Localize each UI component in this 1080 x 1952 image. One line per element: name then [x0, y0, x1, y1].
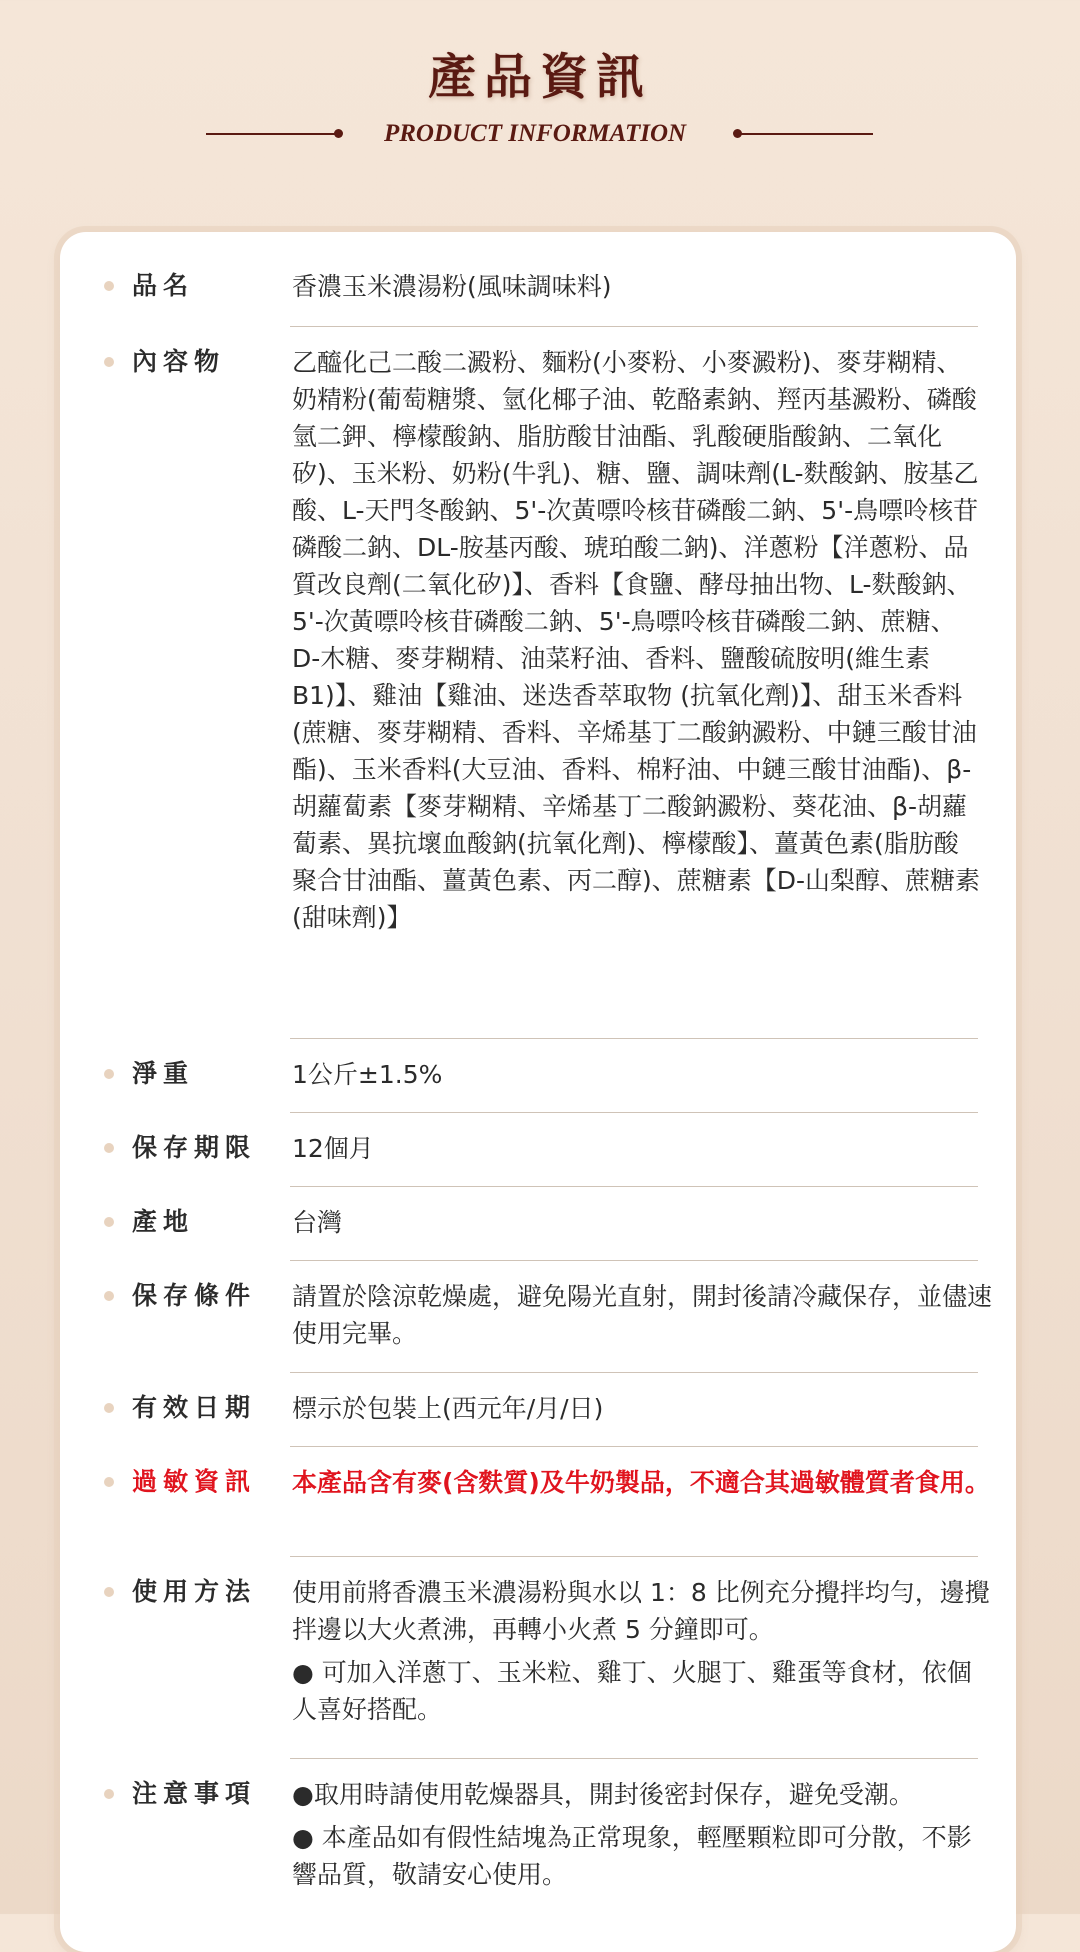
row-value-block — [292, 1574, 992, 1728]
row-label: 產地 — [132, 1207, 195, 1236]
row-label: 使用方法 — [132, 1577, 257, 1606]
row-label: 品名 — [132, 271, 195, 300]
usage-instructions: 使用前將香濃玉米濃湯粉與水以 1：8 比例充分攪拌均勻，邊攪拌邊以大火煮沸，再轉小火煮 5 分鐘即可。 — [292, 1578, 990, 1644]
decorative-dot-left — [334, 129, 343, 138]
decorative-line-right — [741, 133, 873, 135]
row-divider — [290, 1758, 978, 1759]
bullet-dot — [104, 1291, 114, 1301]
note-item: ● 本產品如有假性結塊為正常現象，輕壓顆粒即可分散，不影響品質，敬請安心使用。 — [292, 1823, 972, 1889]
bullet-dot — [104, 281, 114, 291]
row-label: 保存條件 — [132, 1281, 257, 1310]
page-header — [0, 0, 1080, 230]
row-value: 12個月 — [292, 1134, 374, 1163]
row-label: 過敏資訊 — [132, 1467, 257, 1496]
bullet-dot — [104, 357, 114, 367]
page-title: 產品資訊 — [427, 49, 652, 105]
page-subtitle: PRODUCT INFORMATION — [383, 120, 687, 147]
row-divider — [290, 1186, 978, 1187]
bullet-dot — [104, 1789, 114, 1799]
row-value: 本產品含有麥(含麩質)及牛奶製品，不適合其過敏體質者食用。 — [292, 1468, 990, 1497]
bullet-dot — [104, 1403, 114, 1413]
row-divider — [290, 1556, 978, 1557]
row-value: 台灣 — [292, 1208, 343, 1237]
row-label: 淨重 — [132, 1059, 195, 1088]
row-label: 保存期限 — [132, 1133, 257, 1162]
decorative-line-left — [206, 133, 336, 135]
row-divider — [290, 1372, 978, 1373]
bullet-dot — [104, 1143, 114, 1153]
bullet-dot — [104, 1069, 114, 1079]
bullet-dot — [104, 1217, 114, 1227]
row-value: 1公斤±1.5% — [292, 1060, 443, 1089]
row-label: 注意事項 — [132, 1779, 257, 1808]
row-divider — [290, 1112, 978, 1113]
bullet-dot — [104, 1587, 114, 1597]
row-divider — [290, 1446, 978, 1447]
subtitle-row — [0, 118, 1080, 150]
note-item: ●取用時請使用乾燥器具，開封後密封保存，避免受潮。 — [292, 1780, 914, 1809]
row-value: 請置於陰涼乾燥處，避免陽光直射，開封後請冷藏保存，並儘速使用完畢。 — [292, 1282, 993, 1348]
row-label: 內容物 — [132, 347, 226, 376]
bullet-dot — [104, 1477, 114, 1487]
row-divider — [290, 1038, 978, 1039]
row-value: 香濃玉米濃湯粉(風味調味料) — [292, 272, 612, 301]
row-value: 乙醯化己二酸二澱粉、麵粉(小麥粉、小麥澱粉)、麥芽糊精、奶精粉(葡萄糖漿、氫化椰子油、乾酪素鈉、羥丙基澱粉、磷酸氫二鉀、檸檬酸鈉、脂肪酸甘油酯、乳酸硬脂酸鈉、二氧化矽)、玉米粉、奶粉(牛乳)、糖、鹽、調味劑(L-麩酸鈉、胺基乙酸、L-天門冬酸鈉、5'-次黃嘌呤核苷磷酸二鈉、5'-鳥嘌呤核苷磷酸二鈉、DL-胺基丙酸、琥珀酸二鈉)、洋蔥粉【洋蔥粉、品質改良劑(二氧化矽)】、香料【食鹽、酵母抽出物、L-麩酸鈉、5'-次黃嘌呤核苷磷酸二鈉、5'-鳥嘌呤核苷磷酸二鈉、蔗糖、D-木糖、麥芽糊精、油菜籽油、香料、鹽酸硫胺明(維生素B1)】、雞油【雞油、迷迭香萃取物 (抗氧化劑)】、甜玉米香料(蔗糖、麥芽糊精、香料、辛烯基丁二酸鈉澱粉、中鏈三酸甘油酯)、玉米香料(大豆油、香料、棉籽油、中鏈三酸甘油酯)、β-胡蘿蔔素【麥芽糊精、辛烯基丁二酸鈉澱粉、葵花油、β-胡蘿蔔素、異抗壞血酸鈉(抗氧化劑)、檸檬酸】、薑黃色素(脂肪酸聚合甘油酯、薑黃色素、丙二醇)、蔗糖素【D-山梨醇、蔗糖素(甜味劑)】 — [292, 348, 981, 932]
info-card — [60, 232, 1016, 1952]
row-divider — [290, 326, 978, 327]
row-value: 標示於包裝上(西元年/月/日) — [292, 1394, 604, 1423]
row-value-block — [292, 1776, 992, 1893]
usage-tip: ● 可加入洋蔥丁、玉米粒、雞丁、火腿丁、雞蛋等食材，依個人喜好搭配。 — [292, 1658, 972, 1724]
row-label: 有效日期 — [132, 1393, 257, 1422]
row-divider — [290, 1260, 978, 1261]
